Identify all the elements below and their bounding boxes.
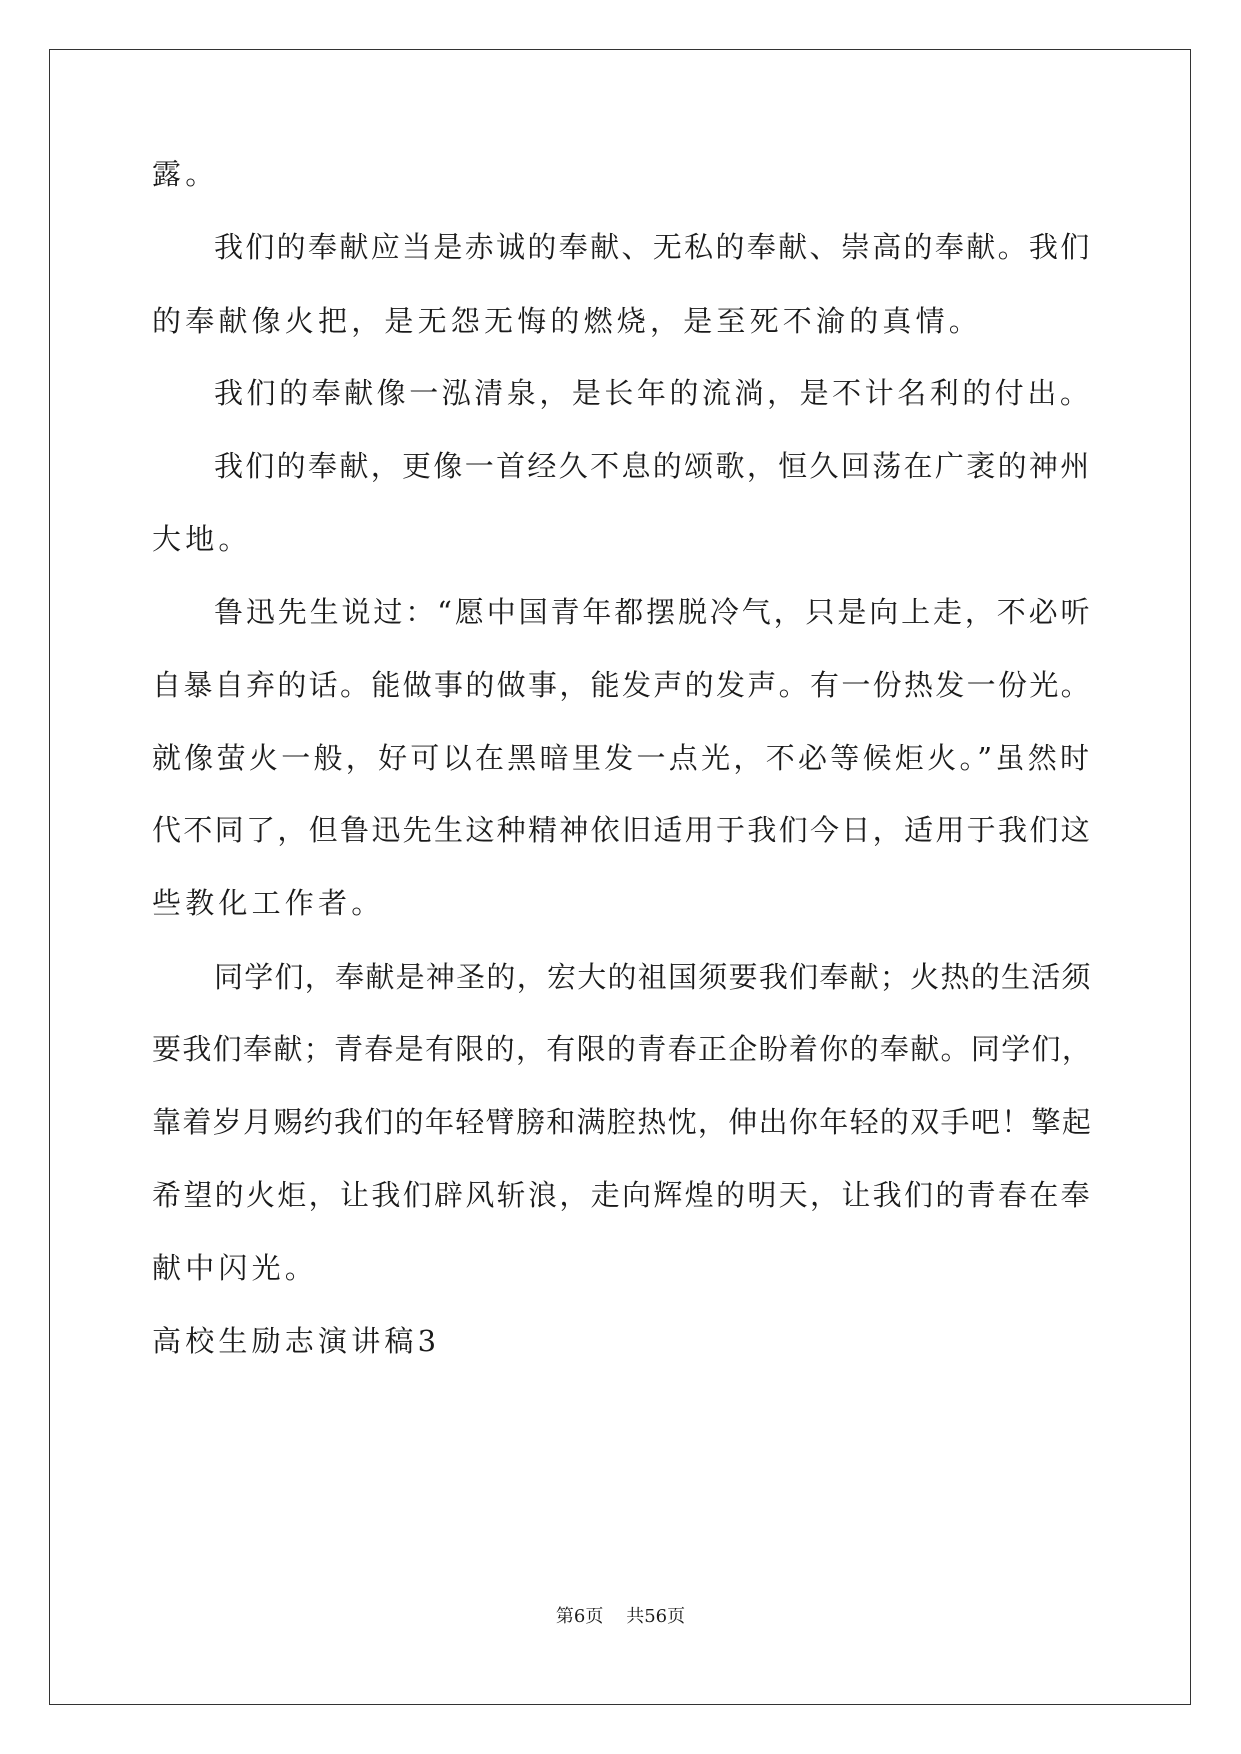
text-line: 大地。	[152, 522, 252, 556]
text-line: 露。	[152, 157, 219, 191]
text-line: 就像萤火一般，好可以在黑暗里发一点光，不必等候炬火。”虽然时	[152, 741, 1093, 775]
text-line: 要我们奉献；青春是有限的，有限的青春正企盼着你的奉献。同学们，	[152, 1032, 1093, 1066]
section-heading: 高校生励志演讲稿3	[152, 1324, 441, 1358]
text-line: 自暴自弃的话。能做事的做事，能发声的发声。有一份热发一份光。	[152, 668, 1093, 702]
text-line: 希望的火炬，让我们辟风斩浪，走向辉煌的明天，让我们的青春在奉	[152, 1178, 1093, 1212]
text-line: 些教化工作者。	[152, 886, 385, 920]
page-number: 第6页 共56页	[555, 1606, 686, 1627]
text-line: 靠着岁月赐约我们的年轻臂膀和满腔热忱，伸出你年轻的双手吧！擎起	[152, 1105, 1093, 1139]
paragraph-line: 鲁迅先生说过：“愿中国青年都摆脱冷气，只是向上走，不必听	[214, 595, 1093, 629]
paragraph-line: 同学们，奉献是神圣的，宏大的祖国须要我们奉献；火热的生活须	[214, 960, 1092, 994]
text-line: 献中闪光。	[152, 1251, 319, 1285]
text-line: 代不同了，但鲁迅先生这种精神依旧适用于我们今日，适用于我们这	[152, 813, 1093, 847]
text-line: 的奉献像火把，是无怨无悔的燃烧，是至死不渝的真情。	[152, 304, 983, 338]
paragraph-line: 我们的奉献，更像一首经久不息的颂歌，恒久回荡在广袤的神州	[214, 449, 1092, 483]
paragraph-line: 我们的奉献像一泓清泉，是长年的流淌，是不计名利的付出。	[214, 376, 1093, 410]
paragraph-line: 我们的奉献应当是赤诚的奉献、无私的奉献、崇高的奉献。我们	[214, 230, 1092, 264]
page-border	[49, 49, 1191, 1705]
